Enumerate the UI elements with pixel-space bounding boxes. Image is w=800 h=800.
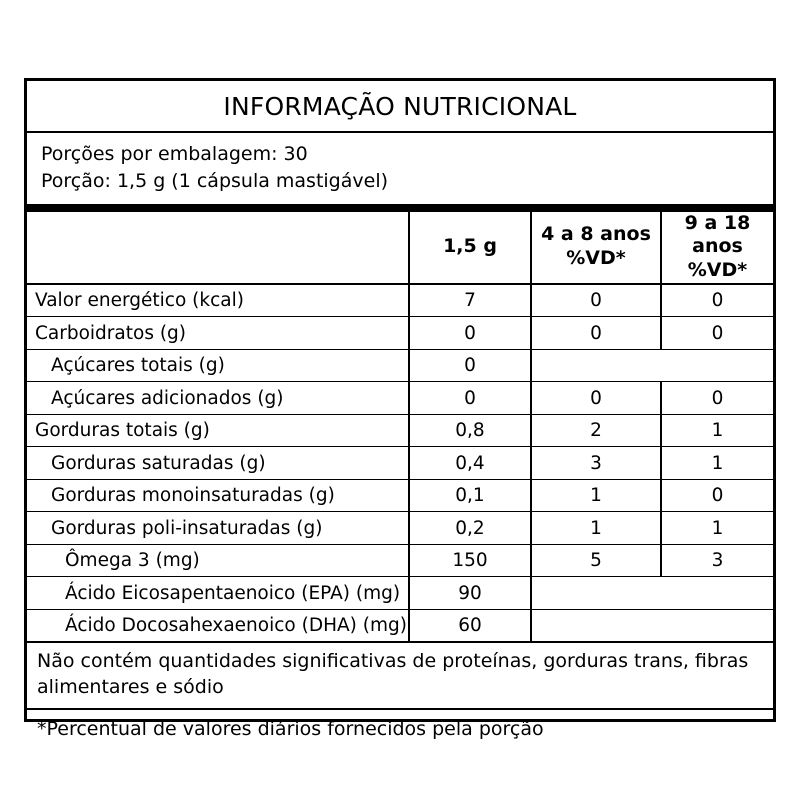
nutrition-facts-panel — [24, 78, 776, 740]
header-amount: 1,5 g — [409, 212, 531, 284]
nutrient-amount: 0 — [409, 382, 531, 415]
nutrient-vd-4-8: 3 — [531, 447, 661, 480]
nutrient-amount: 0,8 — [409, 414, 531, 447]
table-row — [27, 577, 773, 610]
servings-per-package: Porções por embalagem: 30 — [41, 142, 308, 165]
nutrient-name: Gorduras saturadas (g) — [27, 447, 409, 480]
nutrient-vd-9-18: 0 — [661, 317, 773, 350]
nutrient-vd-9-18: 1 — [661, 512, 773, 545]
nutrient-name: Açúcares totais (g) — [27, 349, 409, 382]
nutrient-vd-9-18: 0 — [661, 284, 773, 317]
table-row — [27, 414, 773, 447]
footnote-not-significant: Não contém quantidades significativas de proteínas, gorduras trans, fibras alimentares e sódio — [27, 643, 773, 709]
nutrient-amount: 0,4 — [409, 447, 531, 480]
nutrient-vd-4-8: 1 — [531, 512, 661, 545]
nutrient-vd-9-18 — [661, 577, 773, 610]
nutrient-name: Ômega 3 (mg) — [27, 544, 409, 577]
nutrient-name: Carboidratos (g) — [27, 317, 409, 350]
nutrient-amount: 0 — [409, 349, 531, 382]
nutrient-amount: 0 — [409, 317, 531, 350]
table-row — [27, 317, 773, 350]
nutrient-vd-9-18: 0 — [661, 479, 773, 512]
table-row — [27, 479, 773, 512]
nutrient-vd-9-18 — [661, 609, 773, 642]
servings-section — [27, 133, 773, 212]
nutrient-name: Gorduras totais (g) — [27, 414, 409, 447]
serving-size: Porção: 1,5 g (1 cápsula mastigável) — [41, 170, 389, 193]
nutrient-vd-4-8: 0 — [531, 284, 661, 317]
header-vd-4-8-pct: %VD* — [566, 247, 626, 270]
header-vd-9-18-age: 9 a 18 anos — [684, 211, 751, 258]
nutrient-vd-9-18: 1 — [661, 447, 773, 480]
header-nutrient — [27, 212, 409, 284]
header-vd-4-8 — [531, 212, 661, 284]
nutrient-vd-4-8: 5 — [531, 544, 661, 577]
table-row — [27, 382, 773, 415]
panel-title: INFORMAÇÃO NUTRICIONAL — [27, 81, 773, 133]
nutrient-amount: 150 — [409, 544, 531, 577]
nutrient-name: Gorduras monoinsaturadas (g) — [27, 479, 409, 512]
nutrient-vd-9-18: 3 — [661, 544, 773, 577]
nutrient-name: Ácido Eicosapentaenoico (EPA) (mg) — [27, 577, 409, 610]
nutrient-vd-4-8: 0 — [531, 382, 661, 415]
table-row — [27, 447, 773, 480]
table-row — [27, 544, 773, 577]
nutrient-vd-4-8 — [531, 349, 661, 382]
header-vd-4-8-age: 4 a 8 anos — [541, 223, 651, 246]
header-vd-9-18-pct: %VD* — [687, 259, 748, 282]
table-header-row — [27, 212, 773, 284]
nutrient-vd-9-18 — [661, 349, 773, 382]
table-row — [27, 609, 773, 642]
header-vd-9-18 — [661, 212, 773, 284]
nutrient-vd-9-18: 0 — [661, 382, 773, 415]
nutrient-vd-4-8: 0 — [531, 317, 661, 350]
nutrient-amount: 60 — [409, 609, 531, 642]
nutrient-vd-4-8: 2 — [531, 414, 661, 447]
nutrient-name: Valor energético (kcal) — [27, 284, 409, 317]
nutrient-vd-4-8 — [531, 609, 661, 642]
nutrient-amount: 90 — [409, 577, 531, 610]
nutrient-name: Ácido Docosahexaenoico (DHA) (mg) — [27, 609, 409, 642]
nutrient-vd-9-18: 1 — [661, 414, 773, 447]
table-row — [27, 284, 773, 317]
nutrient-vd-4-8: 1 — [531, 479, 661, 512]
nutrient-amount: 0,1 — [409, 479, 531, 512]
nutrient-amount: 0,2 — [409, 512, 531, 545]
nutrition-table — [27, 212, 773, 644]
nutrient-name: Açúcares adicionados (g) — [27, 382, 409, 415]
table-row — [27, 512, 773, 545]
table-row — [27, 349, 773, 382]
nutrient-name: Gorduras poli-insaturadas (g) — [27, 512, 409, 545]
nutrient-amount: 7 — [409, 284, 531, 317]
nutrient-vd-4-8 — [531, 577, 661, 610]
footnote-daily-values: *Percentual de valores diários fornecidos pela porção — [37, 717, 544, 740]
